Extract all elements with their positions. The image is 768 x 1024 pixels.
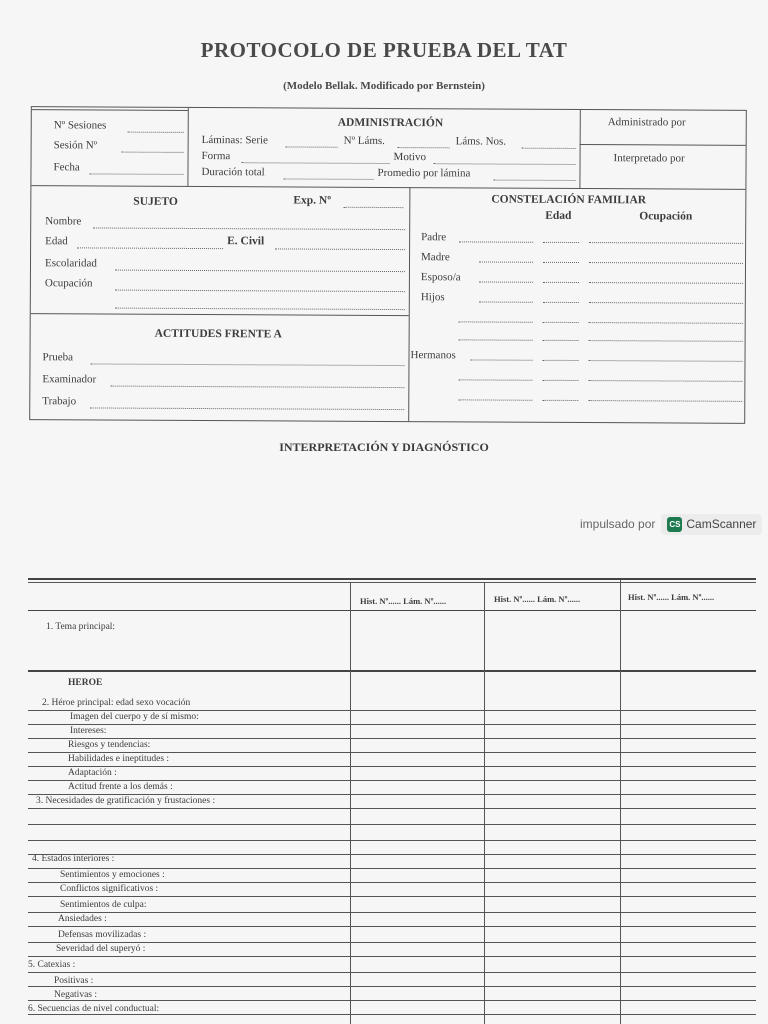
sujeto-header: SUJETO bbox=[133, 195, 178, 208]
laminas-serie-label: Láminas: Serie bbox=[201, 134, 268, 147]
promedio-label: Promedio por lámina bbox=[377, 166, 471, 180]
interpretado-por-label: Interpretado por bbox=[613, 152, 685, 165]
watermark-badge bbox=[661, 514, 762, 535]
promedio-field[interactable] bbox=[493, 180, 575, 181]
family-field[interactable] bbox=[543, 262, 579, 263]
page-subtitle: (Modelo Bellak. Modificado por Bernstein) bbox=[283, 80, 485, 92]
camscanner-watermark bbox=[580, 512, 762, 536]
item-actitud: Actitud frente a los demás : bbox=[68, 782, 173, 792]
exp-label: Exp. Nº bbox=[293, 194, 332, 207]
ocupacion-label: Ocupación bbox=[44, 277, 93, 290]
family-field[interactable] bbox=[543, 302, 579, 303]
table-row bbox=[28, 780, 756, 781]
item-imagen: Imagen del cuerpo y de sí mismo: bbox=[70, 712, 199, 722]
family-field[interactable] bbox=[543, 242, 579, 243]
family-field[interactable] bbox=[459, 321, 533, 322]
n-lams-field[interactable] bbox=[398, 147, 450, 148]
item-heroe-principal: 2. Héroe principal: edad sexo vocación bbox=[42, 698, 191, 708]
esposo-label: Esposo/a bbox=[420, 271, 461, 284]
table-row bbox=[28, 1014, 756, 1015]
lams-nos-label: Láms. Nos. bbox=[455, 135, 507, 148]
ecivil-label: E. Civil bbox=[227, 235, 265, 248]
family-field[interactable] bbox=[542, 400, 578, 401]
upper-form bbox=[29, 106, 747, 424]
hijos-label: Hijos bbox=[420, 291, 445, 304]
item-culpa: Sentimientos de culpa: bbox=[60, 900, 147, 910]
nombre-label: Nombre bbox=[45, 215, 82, 228]
table-row bbox=[28, 868, 756, 869]
ocupacion-field[interactable] bbox=[115, 290, 405, 293]
ocupacion-field-2[interactable] bbox=[115, 308, 405, 311]
column-header-1: Hist. Nº...... Lám. Nº...... bbox=[360, 596, 447, 606]
family-field[interactable] bbox=[479, 281, 533, 282]
administrado-por-label: Administrado por bbox=[607, 116, 686, 129]
prueba-field[interactable] bbox=[90, 363, 404, 366]
table-row bbox=[28, 912, 756, 913]
table-row bbox=[28, 854, 756, 855]
actitudes-header: ACTITUDES FRENTE A bbox=[154, 327, 282, 341]
table-row bbox=[28, 766, 756, 767]
table-row bbox=[28, 724, 756, 725]
family-field[interactable] bbox=[459, 241, 533, 242]
family-field[interactable] bbox=[458, 399, 532, 400]
table-row bbox=[28, 824, 756, 825]
table-row bbox=[28, 896, 756, 897]
duracion-field[interactable] bbox=[283, 178, 373, 179]
item-heroe: HEROE bbox=[68, 678, 103, 688]
item-sentimientos: Sentimientos y emociones : bbox=[60, 870, 165, 880]
sesion-label: Sesión Nº bbox=[53, 139, 98, 152]
madre-label: Madre bbox=[421, 251, 450, 264]
family-field[interactable] bbox=[588, 360, 742, 362]
item-conflictos: Conflictos significativos : bbox=[60, 884, 159, 894]
item-catexias: 5. Catexias : bbox=[28, 960, 76, 970]
constelacion-header: CONSTELACIÓN FAMILIAR bbox=[491, 193, 647, 207]
laminas-serie-field[interactable] bbox=[286, 146, 338, 147]
hermanos-label: Hermanos bbox=[410, 349, 456, 362]
item-estados: 4. Estados interiores : bbox=[32, 854, 115, 864]
family-field[interactable] bbox=[589, 262, 743, 264]
item-negativas: Negativas : bbox=[54, 990, 98, 1000]
family-field[interactable] bbox=[543, 322, 579, 323]
exp-field[interactable] bbox=[343, 207, 403, 208]
table-row bbox=[28, 738, 756, 739]
family-field[interactable] bbox=[542, 380, 578, 381]
watermark-brand: CamScanner bbox=[686, 517, 757, 531]
family-field[interactable] bbox=[589, 282, 743, 284]
item-riesgos: Riesgos y tendencias: bbox=[68, 740, 151, 750]
fecha-label: Fecha bbox=[53, 161, 80, 174]
family-field[interactable] bbox=[458, 379, 532, 380]
family-field[interactable] bbox=[459, 339, 533, 340]
item-adaptacion: Adaptación : bbox=[68, 768, 117, 778]
constelacion-ocupacion-header: Ocupación bbox=[639, 210, 693, 223]
item-severidad: Severidad del superyó : bbox=[56, 944, 146, 954]
trabajo-field[interactable] bbox=[90, 407, 404, 410]
admin-header: ADMINISTRACIÓN bbox=[337, 116, 444, 130]
constelacion-edad-header: Edad bbox=[545, 209, 572, 222]
interpretation-table bbox=[28, 578, 756, 1024]
forma-label: Forma bbox=[201, 150, 231, 163]
family-field[interactable] bbox=[589, 322, 743, 324]
item-habilidades: Habilidades e ineptitudes : bbox=[68, 754, 170, 764]
item-secuencias: 6. Secuencias de nivel conductual: bbox=[28, 1004, 160, 1014]
interpretacion-title: INTERPRETACIÓN Y DIAGNÓSTICO bbox=[279, 440, 489, 454]
padre-label: Padre bbox=[421, 231, 447, 244]
item-defensas: Defensas movilizadas : bbox=[58, 930, 147, 940]
family-field[interactable] bbox=[589, 302, 743, 304]
page-title: PROTOCOLO DE PRUEBA DEL TAT bbox=[200, 38, 568, 62]
escolaridad-label: Escolaridad bbox=[44, 257, 97, 270]
table-row bbox=[28, 840, 756, 841]
table-row bbox=[28, 1000, 756, 1001]
table-row bbox=[28, 926, 756, 927]
item-tema: 1. Tema principal: bbox=[46, 622, 116, 632]
edad-field[interactable] bbox=[77, 247, 223, 249]
sesiones-label: Nº Sesiones bbox=[53, 119, 107, 132]
table-row bbox=[28, 794, 756, 795]
table-row bbox=[28, 986, 756, 987]
family-field[interactable] bbox=[479, 261, 533, 262]
family-field[interactable] bbox=[588, 380, 742, 382]
table-row bbox=[28, 956, 756, 957]
edad-label: Edad bbox=[45, 235, 68, 248]
table-row bbox=[28, 942, 756, 943]
table-row bbox=[28, 972, 756, 973]
table-row bbox=[28, 752, 756, 753]
escolaridad-field[interactable] bbox=[115, 270, 405, 273]
item-ansiedades: Ansiedades : bbox=[58, 914, 107, 924]
family-field[interactable] bbox=[589, 340, 743, 342]
nombre-field[interactable] bbox=[93, 227, 405, 230]
sesiones-field[interactable] bbox=[128, 132, 184, 133]
motivo-label: Motivo bbox=[393, 151, 427, 164]
item-necesidades: 3. Necesidades de gratificación y frustaciones : bbox=[36, 796, 216, 806]
forma-field[interactable] bbox=[242, 162, 390, 164]
examinador-field[interactable] bbox=[110, 386, 404, 389]
table-row bbox=[28, 882, 756, 883]
watermark-prefix: impulsado por bbox=[580, 517, 656, 531]
lams-nos-field[interactable] bbox=[522, 148, 576, 149]
family-field[interactable] bbox=[543, 360, 579, 361]
family-field[interactable] bbox=[471, 359, 533, 360]
column-header-3: Hist. Nº...... Lám. Nº...... bbox=[628, 592, 715, 602]
column-header-2: Hist. Nº...... Lám. Nº...... bbox=[494, 594, 581, 604]
ecivil-field[interactable] bbox=[275, 248, 405, 250]
camscanner-icon: CS bbox=[667, 517, 682, 532]
sesion-field[interactable] bbox=[122, 152, 184, 153]
motivo-field[interactable] bbox=[434, 163, 576, 165]
trabajo-label: Trabajo bbox=[42, 395, 77, 408]
item-positivas: Positivas : bbox=[54, 976, 94, 986]
prueba-label: Prueba bbox=[42, 351, 74, 364]
table-row bbox=[28, 710, 756, 711]
fecha-field[interactable] bbox=[89, 173, 183, 174]
item-intereses: Intereses: bbox=[70, 726, 107, 736]
family-field[interactable] bbox=[588, 400, 742, 402]
table-row bbox=[28, 808, 756, 809]
family-field[interactable] bbox=[589, 242, 743, 244]
family-field[interactable] bbox=[479, 301, 533, 302]
duracion-label: Duración total bbox=[201, 166, 265, 179]
family-field[interactable] bbox=[543, 282, 579, 283]
examinador-label: Examinador bbox=[42, 373, 97, 386]
n-lams-label: Nº Láms. bbox=[343, 134, 385, 147]
family-field[interactable] bbox=[543, 340, 579, 341]
